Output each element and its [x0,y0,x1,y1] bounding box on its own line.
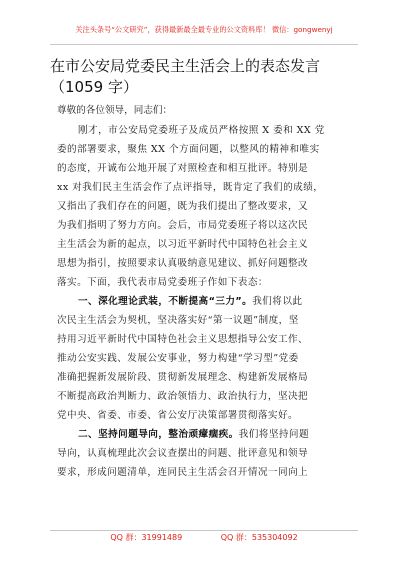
title-word-count: （1059 字） [50,78,138,96]
section-heading: 二、坚持问题导向，整治顽瘴痼疾。 [78,429,239,440]
line-text: 的态度，开诚布公地开展了对照检查和相互批评。特别是 [57,163,309,174]
header-banner: 关注头条号“公文研究”，获得最新最全最专业的公文资料库！ 微信：gongwenyj [75,25,333,34]
footer-contact [50,532,358,544]
body-line [57,368,357,387]
line-text: xx 对我们民主生活会作了点评指导，既肯定了我们的成绩， [57,182,324,193]
line-text: 又指出了我们存在的问题，既为我们提出了整改要求，又 [57,201,309,212]
body-line [57,159,357,178]
body-line [57,330,357,349]
line-text: 次民主生活会为契机，坚决落实好“第一议题”制度，坚 [57,315,299,326]
section-heading: 一、深化理论武装，不断提高“三力”。 [78,296,253,307]
body-text [57,121,357,482]
body-line [57,121,357,140]
line-text: 主生活会为新的起点，以习近平新时代中国特色社会主义 [57,239,309,250]
line-text: 落实。下面，我代表市局党委班子作如下表态： [57,277,268,288]
body-line [57,254,357,273]
body-line [57,311,357,330]
line-text: 党中央、省委、市委、省公安厅决策部署贯彻落实好。 [57,410,299,421]
body-line [57,444,357,463]
line-text: 导向，认真梳理此次会议查摆出的问题、批评意见和领导 [57,448,309,459]
body-line [57,197,357,216]
line-text: 思想为指引，按照要求认真吸纳意见建议、抓好问题整改 [57,258,309,269]
footer-qq-group-1: QQ 群：31991489 [110,533,183,542]
line-text: 准确把握新发展阶段、贯彻新发展理念、构建新发展格局 [57,372,309,383]
body-line [57,463,357,482]
section-heading-line [57,292,357,311]
line-text: 我们将以此 [252,296,303,307]
header-divider [50,44,358,45]
line-text: 为我们指明了努力方向。会后，市局党委班子将以这次民 [57,220,309,231]
line-text: 刚才，市公安局党委班子及成员严格按照 X 委和 XX 党 [78,125,325,136]
footer-qq-group-2: QQ 群：535304092 [220,533,298,542]
footer-divider [50,530,358,531]
line-text: 推动公安实践、发展公安事业，努力构建“学习型”党委 [57,353,299,364]
line-text: 不断提高政治判断力、政治领悟力、政治执行力，坚决把 [57,391,309,402]
body-line [57,216,357,235]
document-title [50,56,370,98]
line-text: 要求，形成问题清单，连同民主生活会召开情况一同向上 [57,467,309,478]
body-line [57,140,357,159]
section-heading-line [57,425,357,444]
line-text: 委的部署要求，聚焦 XX 个方面问题，以整风的精神和唯实 [57,144,320,155]
body-line [57,273,357,292]
body-line [57,406,357,425]
line-text: 持用习近平新时代中国特色社会主义思想指导公安工作、 [57,334,309,345]
body-line [57,349,357,368]
title-line-1: 在市公安局党委民主生活会上的表态发言 [50,57,321,75]
body-line [57,178,357,197]
salutation: 尊敬的各位领导，同志们： [57,105,173,116]
body-line [57,387,357,406]
body-line [57,235,357,254]
line-text: 我们将坚持问题 [238,429,310,440]
